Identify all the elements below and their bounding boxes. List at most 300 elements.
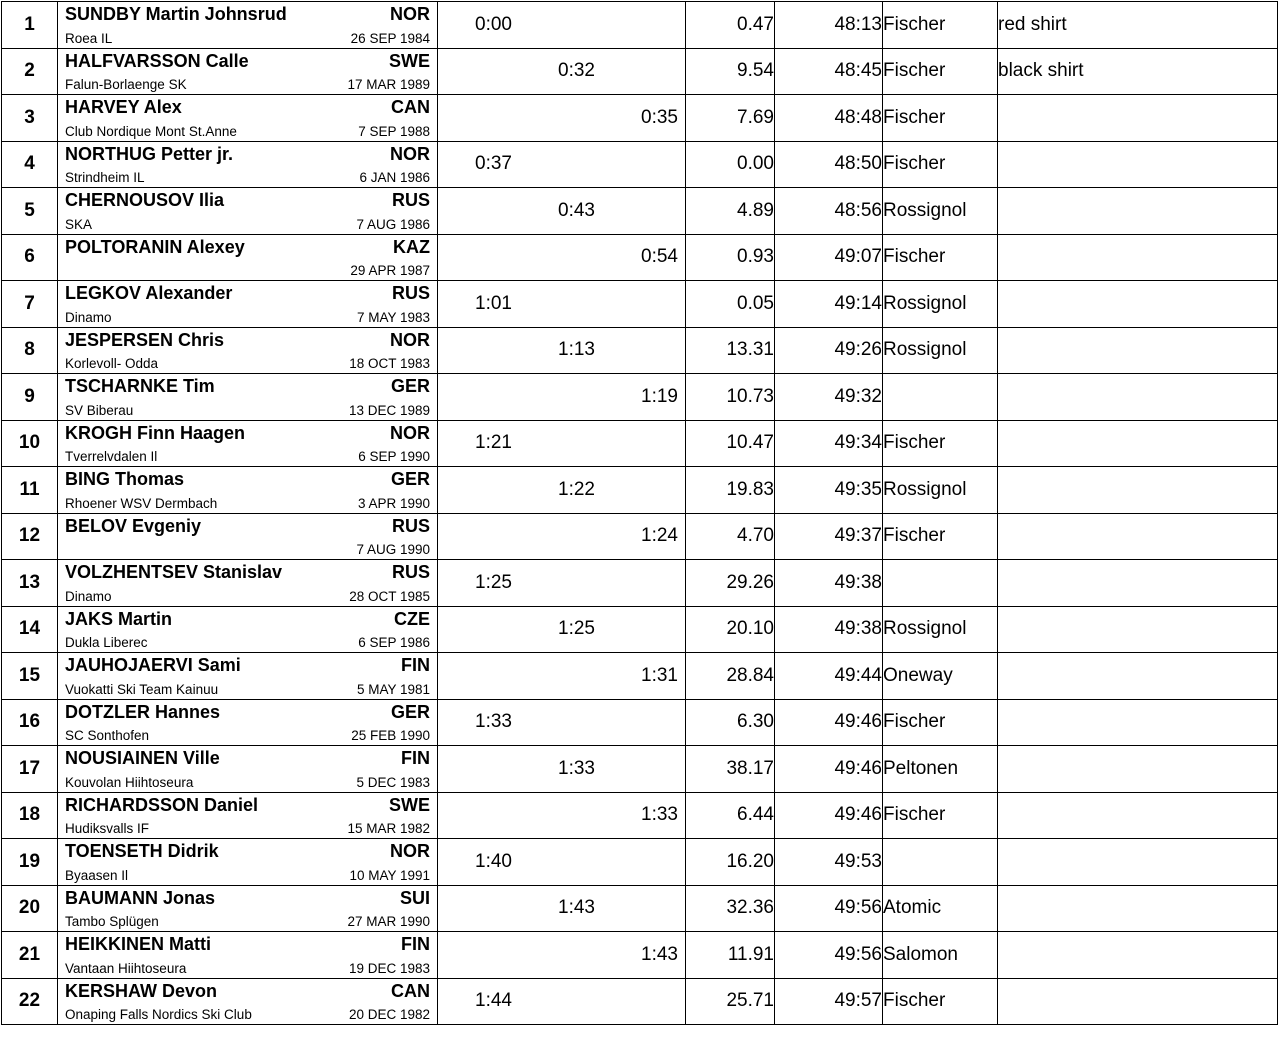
nation-code: KAZ <box>393 236 430 257</box>
nation-code: FIN <box>401 655 430 675</box>
note-cell <box>998 281 1278 328</box>
note-cell <box>998 234 1278 281</box>
brand: Fischer <box>883 60 946 82</box>
rank-cell <box>2 141 58 188</box>
birth-date: 3 APR 1990 <box>357 495 430 511</box>
birth-date: 5 DEC 1983 <box>356 774 430 790</box>
value-cell <box>686 839 775 886</box>
athlete-name: POLTORANIN Alexey <box>65 236 245 257</box>
club-name: Hudiksvalls IF <box>65 821 150 836</box>
athlete-cell <box>58 234 438 281</box>
wave-time-cell <box>438 2 686 49</box>
total-time: 48:45 <box>834 60 882 82</box>
brand: Fischer <box>883 246 946 268</box>
rank: 21 <box>18 943 41 965</box>
brand: Rossignol <box>883 478 967 500</box>
table-row <box>2 420 1278 467</box>
athlete-cell <box>58 95 438 142</box>
value-cell <box>686 188 775 235</box>
rank-cell <box>2 839 58 886</box>
total-time: 49:57 <box>834 990 882 1012</box>
nation-code: NOR <box>390 329 430 350</box>
brand-cell <box>883 420 998 467</box>
wave-time: 1:33 <box>475 711 512 733</box>
total-time-cell <box>775 699 883 746</box>
club-name: Roea IL <box>65 30 113 46</box>
wave-time: 1:25 <box>558 618 595 640</box>
rank-cell <box>2 560 58 607</box>
total-time-cell <box>775 420 883 467</box>
birth-date: 6 SEP 1990 <box>358 449 430 464</box>
brand-cell <box>883 374 998 421</box>
brand: Rossignol <box>883 199 967 221</box>
wave-time: 1:40 <box>475 850 512 872</box>
total-time-cell <box>775 560 883 607</box>
brand: Salomon <box>883 943 958 965</box>
wave-time: 1:44 <box>475 990 512 1012</box>
birth-date: 7 AUG 1990 <box>356 542 430 557</box>
total-time-cell <box>775 281 883 328</box>
wave-time: 1:31 <box>641 664 678 686</box>
wave-time: 1:25 <box>475 571 512 593</box>
athlete-name: RICHARDSSON Daniel <box>65 794 259 815</box>
nation-code: SWE <box>388 50 430 71</box>
total-time-cell <box>775 746 883 793</box>
value: 0.05 <box>737 292 774 314</box>
value: 9.54 <box>737 60 774 82</box>
rank: 5 <box>24 199 35 221</box>
rank: 4 <box>24 153 35 175</box>
total-time: 48:50 <box>834 153 882 175</box>
total-time: 49:38 <box>834 571 882 593</box>
birth-date: 10 MAY 1991 <box>349 867 430 883</box>
rank-cell <box>2 699 58 746</box>
athlete-name: SUNDBY Martin Johnsrud <box>65 4 287 24</box>
brand-cell <box>883 699 998 746</box>
note-cell <box>998 374 1278 421</box>
total-time-cell <box>775 2 883 49</box>
rank: 9 <box>24 385 35 407</box>
athlete-cell <box>58 699 438 746</box>
brand-cell <box>883 978 998 1025</box>
nation-code: NOR <box>390 4 430 24</box>
athlete-name: JAUHOJAERVI Sami <box>65 655 241 675</box>
athlete-cell <box>58 606 438 653</box>
athlete-name: CHERNOUSOV Ilia <box>65 190 225 210</box>
total-time: 49:44 <box>834 664 882 686</box>
rank-cell <box>2 281 58 328</box>
rank: 8 <box>24 339 35 361</box>
note-cell <box>998 653 1278 700</box>
nation-code: RUS <box>391 190 430 210</box>
athlete-name: DOTZLER Hannes <box>65 701 221 722</box>
birth-date: 7 MAY 1983 <box>356 309 430 325</box>
club-name: SV Biberau <box>65 402 134 418</box>
total-time-cell <box>775 141 883 188</box>
table-row <box>2 978 1278 1025</box>
note-cell <box>998 48 1278 95</box>
value: 0.47 <box>737 13 774 35</box>
table-row <box>2 792 1278 839</box>
athlete-cell <box>58 281 438 328</box>
rank-cell <box>2 327 58 374</box>
note-cell <box>998 420 1278 467</box>
rank: 11 <box>19 478 40 500</box>
wave-time: 1:13 <box>558 339 595 361</box>
wave-time: 0:43 <box>558 199 595 221</box>
athlete-cell <box>58 513 438 560</box>
nation-code: CZE <box>394 608 430 629</box>
brand-cell <box>883 95 998 142</box>
rank-cell <box>2 48 58 95</box>
total-time-cell <box>775 653 883 700</box>
athlete-cell <box>58 327 438 374</box>
note-cell <box>998 188 1278 235</box>
brand-cell <box>883 327 998 374</box>
value-cell <box>686 327 775 374</box>
nation-code: GER <box>390 701 430 722</box>
rank-cell <box>2 885 58 932</box>
total-time-cell <box>775 932 883 979</box>
brand: Rossignol <box>883 618 967 640</box>
value-cell <box>686 699 775 746</box>
value-cell <box>686 48 775 95</box>
table-row <box>2 606 1278 653</box>
rank: 7 <box>24 292 35 314</box>
total-time-cell <box>775 95 883 142</box>
wave-time: 0:35 <box>641 106 678 128</box>
athlete-name: JAKS Martin <box>65 608 173 629</box>
value-cell <box>686 653 775 700</box>
athlete-cell <box>58 839 438 886</box>
birth-date: 7 SEP 1988 <box>358 123 430 139</box>
wave-time-cell <box>438 374 686 421</box>
nation-code: RUS <box>391 562 430 582</box>
value-cell <box>686 792 775 839</box>
value-cell <box>686 2 775 49</box>
athlete-cell <box>58 653 438 700</box>
club-name: Kouvolan Hiihtoseura <box>65 774 194 790</box>
total-time-cell <box>775 234 883 281</box>
brand: Fischer <box>883 804 946 826</box>
rank: 1 <box>24 13 35 35</box>
nation-code: NOR <box>390 422 430 443</box>
wave-time: 1:43 <box>558 897 595 919</box>
table-row <box>2 48 1278 95</box>
note-cell <box>998 327 1278 374</box>
wave-time-cell <box>438 978 686 1025</box>
total-time: 48:13 <box>834 13 882 35</box>
nation-code: NOR <box>390 841 430 861</box>
athlete-name: NORTHUG Petter jr. <box>65 143 234 164</box>
nation-code: GER <box>390 469 430 489</box>
wave-time-cell <box>438 467 686 514</box>
rank-cell <box>2 188 58 235</box>
total-time-cell <box>775 374 883 421</box>
value-cell <box>686 374 775 421</box>
total-time: 49:14 <box>834 292 882 314</box>
rank-cell <box>2 606 58 653</box>
birth-date: 17 MAR 1989 <box>347 77 430 92</box>
athlete-name: TOENSETH Didrik <box>65 841 219 861</box>
club-name: Byaasen Il <box>65 867 129 883</box>
total-time: 49:32 <box>834 385 882 407</box>
rank: 12 <box>18 525 41 547</box>
nation-code: RUS <box>391 283 430 303</box>
value: 0.00 <box>737 153 774 175</box>
note-cell <box>998 932 1278 979</box>
wave-time-cell <box>438 560 686 607</box>
athlete-name: VOLZHENTSEV Stanislav <box>65 562 283 582</box>
athlete-name: LEGKOV Alexander <box>65 283 233 303</box>
total-time: 49:46 <box>834 711 882 733</box>
brand-cell <box>883 467 998 514</box>
total-time-cell <box>775 792 883 839</box>
table-row <box>2 932 1278 979</box>
total-time-cell <box>775 188 883 235</box>
note-cell <box>998 699 1278 746</box>
brand-cell <box>883 513 998 560</box>
value-cell <box>686 885 775 932</box>
athlete-name: KROGH Finn Haagen <box>65 422 246 443</box>
wave-time-cell <box>438 281 686 328</box>
club-name: Korlevoll- Odda <box>65 356 159 371</box>
wave-time-cell <box>438 653 686 700</box>
value-cell <box>686 932 775 979</box>
value-cell <box>686 560 775 607</box>
athlete-cell <box>58 2 438 49</box>
total-time: 49:38 <box>834 618 882 640</box>
athlete-cell <box>58 932 438 979</box>
table-row <box>2 95 1278 142</box>
brand: Fischer <box>883 153 946 175</box>
club-name: Dinamo <box>65 309 112 325</box>
results-table <box>1 1 1278 1025</box>
birth-date: 26 SEP 1984 <box>350 30 430 46</box>
brand-cell <box>883 606 998 653</box>
birth-date: 15 MAR 1982 <box>347 821 430 836</box>
birth-date: 6 JAN 1986 <box>359 170 430 185</box>
rank: 22 <box>18 990 41 1012</box>
club-name: Tambo Splügen <box>65 914 159 929</box>
note-cell <box>998 141 1278 188</box>
athlete-name: BAUMANN Jonas <box>65 887 216 908</box>
athlete-name: HARVEY Alex <box>65 97 182 117</box>
wave-time-cell <box>438 699 686 746</box>
rank: 15 <box>18 664 41 686</box>
wave-time-cell <box>438 746 686 793</box>
rank: 10 <box>18 432 41 454</box>
brand: Atomic <box>883 897 942 919</box>
total-time: 49:26 <box>834 339 882 361</box>
table-row <box>2 839 1278 886</box>
club-name: Tverrelvdalen Il <box>65 449 158 464</box>
value: 11.91 <box>727 943 774 965</box>
brand-cell <box>883 2 998 49</box>
note-cell <box>998 467 1278 514</box>
value-cell <box>686 141 775 188</box>
value: 13.31 <box>726 339 774 361</box>
athlete-cell <box>58 48 438 95</box>
club-name: Strindheim IL <box>65 170 145 185</box>
value: 7.69 <box>737 106 774 128</box>
nation-code: NOR <box>390 143 430 164</box>
rank-cell <box>2 513 58 560</box>
rank: 19 <box>18 850 41 872</box>
table-row <box>2 746 1278 793</box>
birth-date: 19 DEC 1983 <box>348 960 430 976</box>
wave-time: 1:43 <box>641 943 678 965</box>
table-row <box>2 467 1278 514</box>
nation-code: GER <box>390 376 430 396</box>
birth-date: 25 FEB 1990 <box>351 728 430 743</box>
birth-date: 6 SEP 1986 <box>358 635 430 650</box>
brand: Rossignol <box>883 292 967 314</box>
rank-cell <box>2 374 58 421</box>
athlete-name: NOUSIAINEN Ville <box>65 748 220 768</box>
wave-time: 1:21 <box>475 432 512 454</box>
total-time: 48:48 <box>834 106 882 128</box>
total-time: 49:35 <box>834 478 882 500</box>
total-time-cell <box>775 513 883 560</box>
birth-date: 5 MAY 1981 <box>356 681 430 697</box>
brand-cell <box>883 885 998 932</box>
brand-cell <box>883 932 998 979</box>
rank: 16 <box>18 711 41 733</box>
wave-time-cell <box>438 234 686 281</box>
table-row <box>2 560 1278 607</box>
total-time: 49:37 <box>834 525 882 547</box>
wave-time-cell <box>438 606 686 653</box>
rank-cell <box>2 467 58 514</box>
value: 29.26 <box>726 571 774 593</box>
brand-cell <box>883 560 998 607</box>
value-cell <box>686 467 775 514</box>
athlete-name: BELOV Evgeniy <box>65 515 202 536</box>
note-cell <box>998 606 1278 653</box>
table-row <box>2 188 1278 235</box>
rank: 13 <box>18 571 41 593</box>
club-name: Falun-Borlaenge SK <box>65 77 187 92</box>
nation-code: CAN <box>391 980 430 1001</box>
birth-date: 27 MAR 1990 <box>347 914 430 929</box>
value-cell <box>686 234 775 281</box>
nation-code: FIN <box>401 934 430 954</box>
brand-cell <box>883 188 998 235</box>
wave-time-cell <box>438 95 686 142</box>
total-time: 49:46 <box>834 757 882 779</box>
brand: Fischer <box>883 525 946 547</box>
table-row <box>2 327 1278 374</box>
wave-time-cell <box>438 932 686 979</box>
club-name: SKA <box>65 216 93 232</box>
table-row <box>2 699 1278 746</box>
brand-cell <box>883 792 998 839</box>
wave-time-cell <box>438 839 686 886</box>
wave-time-cell <box>438 141 686 188</box>
table-row <box>2 234 1278 281</box>
athlete-name: HALFVARSSON Calle <box>65 50 249 71</box>
value: 4.89 <box>737 199 774 221</box>
brand: Fischer <box>883 13 946 35</box>
athlete-cell <box>58 885 438 932</box>
rank: 6 <box>24 246 35 268</box>
brand: Fischer <box>883 990 946 1012</box>
note-cell <box>998 792 1278 839</box>
value: 28.84 <box>726 664 774 686</box>
rank-cell <box>2 746 58 793</box>
wave-time: 0:00 <box>475 13 512 35</box>
note-cell <box>998 2 1278 49</box>
athlete-cell <box>58 374 438 421</box>
results-rows <box>2 2 1278 1025</box>
brand: Fischer <box>883 106 946 128</box>
birth-date: 7 AUG 1986 <box>356 216 430 232</box>
rank-cell <box>2 978 58 1025</box>
value: 0.93 <box>737 246 774 268</box>
athlete-cell <box>58 792 438 839</box>
note-cell <box>998 746 1278 793</box>
wave-time: 1:22 <box>558 478 595 500</box>
wave-time: 1:19 <box>641 385 678 407</box>
value-cell <box>686 746 775 793</box>
rank-cell <box>2 420 58 467</box>
nation-code: SWE <box>388 794 430 815</box>
athlete-name: JESPERSEN Chris <box>65 329 225 350</box>
table-row <box>2 653 1278 700</box>
table-row <box>2 141 1278 188</box>
total-time-cell <box>775 885 883 932</box>
wave-time: 1:33 <box>558 757 595 779</box>
value-cell <box>686 281 775 328</box>
rank-cell <box>2 792 58 839</box>
note-cell <box>998 513 1278 560</box>
rank-cell <box>2 234 58 281</box>
rank-cell <box>2 932 58 979</box>
total-time-cell <box>775 606 883 653</box>
brand: Rossignol <box>883 339 967 361</box>
brand-cell <box>883 141 998 188</box>
athlete-cell <box>58 188 438 235</box>
athlete-name: TSCHARNKE Tim <box>65 376 215 396</box>
brand: Peltonen <box>883 757 959 779</box>
athlete-name: KERSHAW Devon <box>65 980 218 1001</box>
value: 10.73 <box>726 385 774 407</box>
total-time: 49:07 <box>834 246 882 268</box>
birth-date: 29 APR 1987 <box>350 263 430 278</box>
athlete-name: HEIKKINEN Matti <box>65 934 212 954</box>
total-time: 49:56 <box>834 943 882 965</box>
club-name: Vuokatti Ski Team Kainuu <box>65 681 219 697</box>
club-name: Dinamo <box>65 588 112 604</box>
wave-time: 0:54 <box>641 246 678 268</box>
total-time: 49:46 <box>834 804 882 826</box>
wave-time: 1:24 <box>641 525 678 547</box>
note: red shirt <box>998 13 1067 35</box>
total-time-cell <box>775 978 883 1025</box>
rank: 3 <box>24 106 35 128</box>
brand: Oneway <box>883 664 953 686</box>
value: 20.10 <box>726 618 774 640</box>
rank: 18 <box>18 804 41 826</box>
club-name: Vantaan Hiihtoseura <box>65 960 187 976</box>
total-time: 48:56 <box>834 199 882 221</box>
note-cell <box>998 560 1278 607</box>
birth-date: 28 OCT 1985 <box>349 588 430 604</box>
value: 10.47 <box>726 432 774 454</box>
club-name: SC Sonthofen <box>65 728 150 743</box>
birth-date: 13 DEC 1989 <box>348 402 430 418</box>
